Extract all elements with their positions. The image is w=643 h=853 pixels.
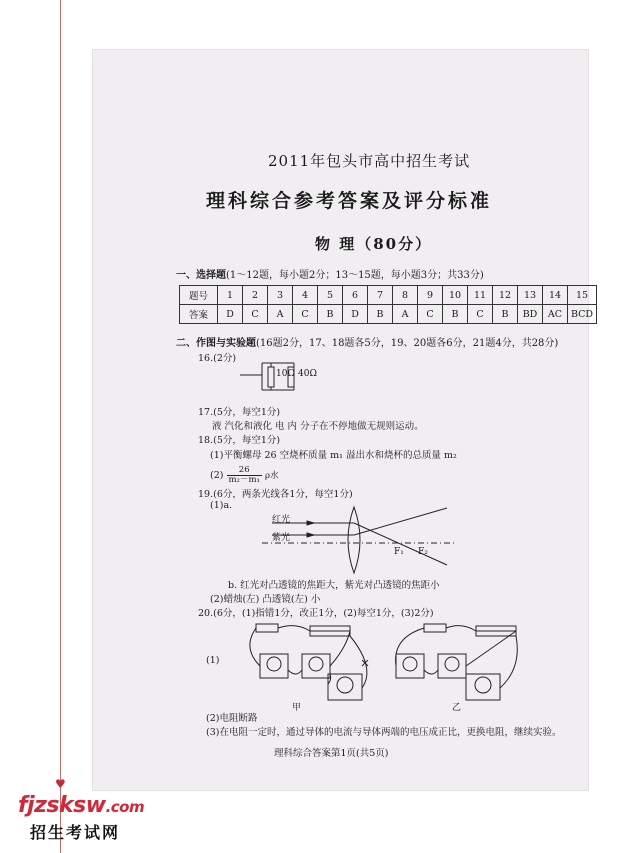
- table-cell: AC: [543, 305, 568, 324]
- table-cell: 7: [368, 286, 393, 305]
- convex-lens-diagram: [262, 505, 462, 575]
- q19-part-b: b. 红光对凸透镜的焦距大，紫光对凸透镜的焦距小: [228, 580, 440, 591]
- q18-part1: (1)平衡螺母 26 空烧杯质量 m₁ 溢出水和烧杯的总质量 m₂: [210, 450, 457, 461]
- fraction-denominator: m₂－m₁: [228, 475, 260, 485]
- q18-part2: (2) $\frac{26}{\text{m₂－m₁}}$ ρ水: [210, 465, 279, 485]
- table-row: [180, 286, 597, 305]
- q19-label: 19.(6分，两条光线各1分，每空1分): [198, 489, 353, 500]
- q20-label: 20.(6分，(1)指错1分，改正1分，(2)每空1分，(3)2分): [198, 608, 434, 619]
- subject-title: 物 理（80分）: [315, 235, 433, 253]
- table-cell: BCD: [568, 305, 597, 324]
- page-footer: 理科综合答案第1页(共5页): [274, 748, 389, 759]
- table-cell: 14: [543, 286, 568, 305]
- table-cell: 5: [318, 286, 343, 305]
- table-cell: 12: [493, 286, 518, 305]
- figure-label-b: 乙: [452, 703, 462, 713]
- watermark-text: 招生考试网: [30, 823, 121, 842]
- fraction-numerator: 26: [227, 466, 262, 476]
- document-title: 理科综合参考答案及评分标准: [206, 190, 493, 212]
- focus-f2-label: F₂: [418, 547, 428, 557]
- table-cell: 4: [293, 286, 318, 305]
- table-cell: 15: [568, 286, 597, 305]
- table-cell: BD: [518, 305, 543, 324]
- q19-part-a: (1)a.: [210, 500, 233, 511]
- red-light-label: 红光: [272, 515, 291, 525]
- table-cell: A: [268, 305, 293, 324]
- table-cell: B: [318, 305, 343, 324]
- table-cell: A: [393, 305, 418, 324]
- table-cell: 10: [443, 286, 468, 305]
- margin-line: [60, 0, 61, 853]
- table-cell: 13: [518, 286, 543, 305]
- table-cell: C: [468, 305, 493, 324]
- q18-label: 18.(5分，每空1分): [198, 435, 281, 446]
- table-cell: D: [343, 305, 368, 324]
- circuit-diagram-b: [382, 618, 532, 704]
- table-cell: B: [368, 305, 393, 324]
- row-label: 题号: [180, 286, 218, 305]
- table-cell: 1: [218, 286, 243, 305]
- section1-heading: 一、选择题(1～12题，每小题2分；13～15题，每小题3分；共33分): [176, 270, 484, 281]
- q20-part2: (2)电阻断路: [206, 713, 258, 724]
- purple-light-label: 紫光: [272, 533, 291, 543]
- table-cell: C: [293, 305, 318, 324]
- circuit-diagram-a: [236, 618, 386, 704]
- q17-answer: 液 汽化和液化 电 内 分子在不停地做无规则运动。: [212, 421, 424, 432]
- q17-label: 17.(5分，每空1分): [198, 407, 281, 418]
- table-cell: B: [493, 305, 518, 324]
- section2-heading: 二、作图与实验题(16题2分，17、18题各5分，19、20题各6分，21题4分，共28分): [176, 338, 559, 349]
- q16-label: 16.(2分): [198, 353, 237, 364]
- watermark-logo: fjzsksw.com: [18, 793, 145, 818]
- heart-icon: ♥: [55, 777, 66, 791]
- resistor-label: 10Ω: [276, 369, 295, 379]
- q20-part3: (3)在电阻一定时，通过导体的电流与导体两端的电压成正比，更换电阻，继续实验。: [206, 727, 562, 738]
- resistor-label: 40Ω: [298, 369, 317, 379]
- table-cell: B: [443, 305, 468, 324]
- row-label: 答案: [180, 305, 218, 324]
- answer-table: [179, 285, 597, 324]
- table-cell: 9: [418, 286, 443, 305]
- parallel-resistor-circuit: [240, 355, 330, 405]
- table-cell: 6: [343, 286, 368, 305]
- table-cell: D: [218, 305, 243, 324]
- table-cell: C: [418, 305, 443, 324]
- table-cell: 2: [243, 286, 268, 305]
- figure-label-a: 甲: [292, 703, 302, 713]
- table-cell: C: [243, 305, 268, 324]
- q19-part2: (2)蜡烛(左) 凸透镜(左) 小: [210, 594, 321, 605]
- table-cell: 3: [268, 286, 293, 305]
- table-cell: 11: [468, 286, 493, 305]
- q20-part1: (1): [206, 655, 220, 666]
- table-cell: 8: [393, 286, 418, 305]
- exam-title: 2011年包头市高中招生考试: [268, 152, 471, 170]
- table-row: [180, 305, 597, 324]
- focus-f1-label: F₁: [394, 547, 404, 557]
